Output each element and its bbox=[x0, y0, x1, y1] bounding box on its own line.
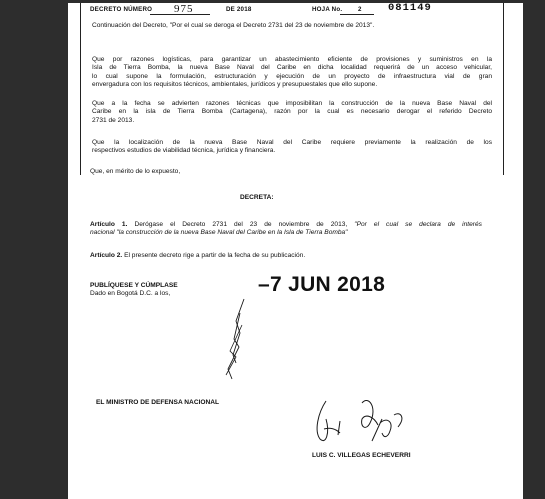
dado-line: Dado en Bogotá D.C. a los, bbox=[90, 290, 171, 298]
decreto-label: DECRETO NÚMERO bbox=[90, 6, 153, 13]
paragraph-line: Caribe en la isla de Tierra Bomba (Cartagena), razón por la cual es necesario derogar el referido Decreto bbox=[92, 108, 492, 116]
merito-line: Que, en mérito de lo expuesto, bbox=[90, 168, 181, 175]
articulo-1-label: Artículo 1. bbox=[90, 221, 128, 228]
continuation-line: Continuación del Decreto, "Por el cual se deroga el Decreto 2731 del 23 de noviembre de 2013". bbox=[92, 22, 375, 29]
articulo-2-label: Artículo 2. bbox=[90, 252, 123, 259]
paragraph-line: 2731 de 2013. bbox=[92, 116, 135, 124]
decreta-heading: DECRETA: bbox=[240, 194, 274, 201]
publiquese-heading: PUBLÍQUESE Y CÚMPLASE bbox=[90, 282, 178, 289]
paragraph-line: envergadura con los requisitos técnicos, ambientales, jurídicos y presupuestales que ello supone. bbox=[92, 81, 378, 89]
hoja-number: 2 bbox=[358, 6, 362, 13]
stamp-date: –7 JUN 2018 bbox=[258, 273, 386, 296]
paragraph-line: Isla de Tierra Bomba, la nueva Base Naval del Caribe en dicha localidad requerirá de un acceso vehicular, bbox=[92, 64, 492, 72]
document-page bbox=[68, 3, 523, 499]
articulo-2-text: El presente decreto rige a partir de la fecha de su publicación. bbox=[124, 252, 306, 259]
paragraph-line: Que a la fecha se advierten razones técnicas que imposibilitan la construcción de la nueva Base Naval del bbox=[92, 100, 492, 107]
viewer-frame-left bbox=[0, 0, 68, 499]
paragraph-line: respectivos estudios de viabilidad técnica, jurídica y financiera. bbox=[92, 147, 276, 155]
articulo-1-quote-line: nacional "la construcción de la nueva Base Naval del Caribe en la Isla de Tierra Bomba" bbox=[90, 229, 348, 237]
decreto-number: 975 bbox=[174, 3, 194, 15]
minister-name: LUIS C. VILLEGAS ECHEVERRI bbox=[312, 452, 411, 459]
serial-number: 081149 bbox=[388, 3, 432, 14]
articulo-1-quote: "Por el cual se declara de interés bbox=[354, 221, 482, 228]
viewer-frame-right bbox=[523, 0, 545, 499]
hoja-label: HOJA No. bbox=[312, 6, 343, 13]
paragraph-line: lo cual supone la formulación, estructuración y ejecución de un proyecto de infraestructura vial de gran bbox=[92, 72, 492, 80]
minister-title: EL MINISTRO DE DEFENSA NACIONAL bbox=[96, 399, 220, 406]
year-label: DE 2018 bbox=[226, 6, 252, 13]
articulo-1-text: Derógase el Decreto 2731 del 23 de noviembre de 2013, bbox=[134, 221, 348, 228]
paragraph-line: Que la localización de la nueva Base Naval del Caribe requiere previamente la realización de los bbox=[92, 139, 492, 146]
signature-minister bbox=[68, 3, 523, 499]
paragraph-line: Que por razones logísticas, para garantizar un abastecimiento eficiente de provisiones y suministros en la bbox=[92, 56, 492, 63]
